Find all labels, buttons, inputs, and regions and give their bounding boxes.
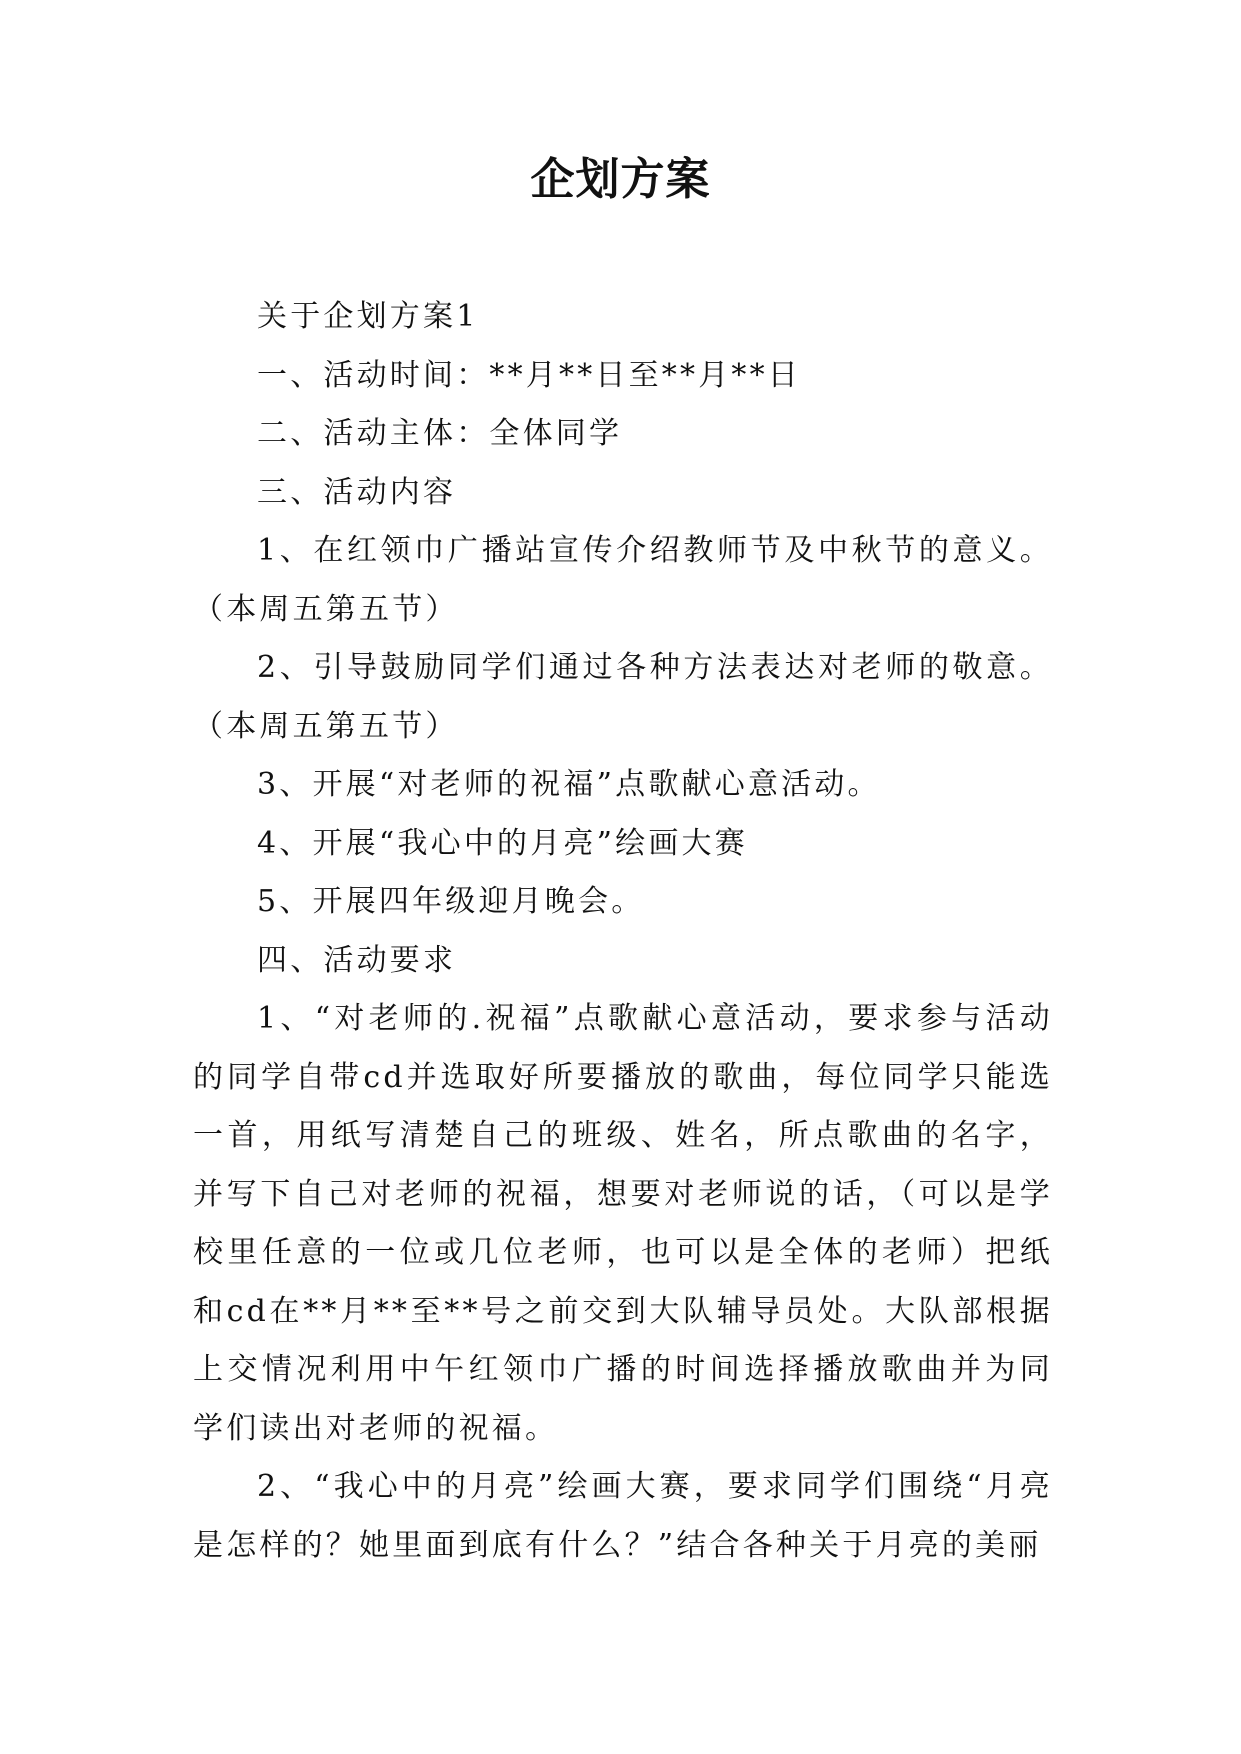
document-body — [193, 288, 1053, 1575]
paragraph-heading: 关于企划方案1 — [257, 299, 479, 334]
paragraph-activity-time: 一、活动时间：**月**日至**月**日 — [257, 357, 801, 393]
paragraph-activity-content-heading: 三、活动内容 — [257, 474, 457, 510]
document-title: 企划方案 — [530, 154, 711, 205]
paragraph-requirement-1: 1、“对老师的.祝福”点歌献心意活动，要求参与活动的同学自带cd并选取好所要播放的歌曲，每位同学只能选一首，用纸写清楚自己的班级、姓名，所点歌曲的名字，并写下自己对老师的祝福，想要对老师说的话，（可以是学校里任意的一位或几位老师，也可以是全体的老师）把纸和cd在**月**至**号之前交到大队辅导员处。大队部根据上交情况利用中午红领巾广播的时间选择播放歌曲并为同学们读出对老师的祝福。 — [193, 1001, 1053, 1446]
paragraph-activity-subject: 二、活动主体：全体同学 — [257, 416, 623, 451]
paragraph-content-item-5: 5、开展四年级迎月晚会。 — [257, 884, 645, 919]
paragraph-content-item-4: 4、开展“我心中的月亮”绘画大赛 — [257, 825, 748, 861]
paragraph-content-item-2: 2、引导鼓励同学们通过各种方法表达对老师的敬意。（本周五第五节） — [193, 650, 1053, 744]
paragraph-content-item-3: 3、开展“对老师的祝福”点歌献心意活动。 — [257, 767, 881, 802]
paragraph-requirements-heading: 四、活动要求 — [257, 942, 457, 978]
paragraph-content-item-1: 1、在红领巾广播站宣传介绍教师节及中秋节的意义。（本周五第五节） — [193, 533, 1053, 627]
paragraph-requirement-2: 2、“我心中的月亮”绘画大赛，要求同学们围绕“月亮是怎样的？她里面到底有什么？”结合各种关于月亮的美丽 — [193, 1469, 1053, 1563]
